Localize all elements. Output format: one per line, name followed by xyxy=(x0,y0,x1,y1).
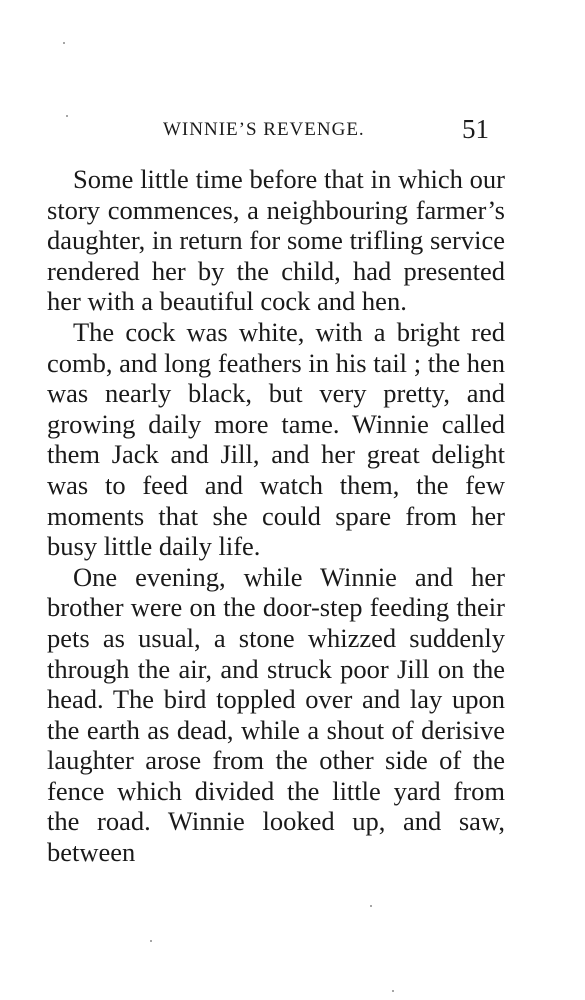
running-head xyxy=(0,116,585,146)
paper-speck xyxy=(392,990,394,992)
paper-speck xyxy=(370,905,372,907)
paper-speck xyxy=(150,940,152,942)
page-number: 51 xyxy=(462,114,489,144)
paper-speck xyxy=(63,42,65,44)
paragraph: Some little time before that in which our story commences, a neighbouring farmer’s daughter, in return for some trifling service rendered her by the child, had presented her with a beautiful cock and hen. xyxy=(47,164,505,317)
paper-speck xyxy=(66,115,68,117)
body-text xyxy=(47,164,505,868)
chapter-title: WINNIE’S REVENGE. xyxy=(163,119,365,140)
paragraph: The cock was white, with a bright red comb, and long feathers in his tail ; the hen was nearly black, but very pretty, and growing daily more tame. Winnie called them Jack and Jill, and her great delight was to feed and watch them, the few moments that she could spare from her busy little daily life. xyxy=(47,316,505,562)
paragraph: One evening, while Winnie and her brother were on the door-step feeding their pets as usual, a stone whizzed suddenly through the air, and struck poor Jill on the head. The bird toppled over and lay upon the earth as dead, while a shout of derisive laughter arose from the other side of the fence which divided the little yard from the road. Winnie looked up, and saw, between xyxy=(47,561,505,868)
